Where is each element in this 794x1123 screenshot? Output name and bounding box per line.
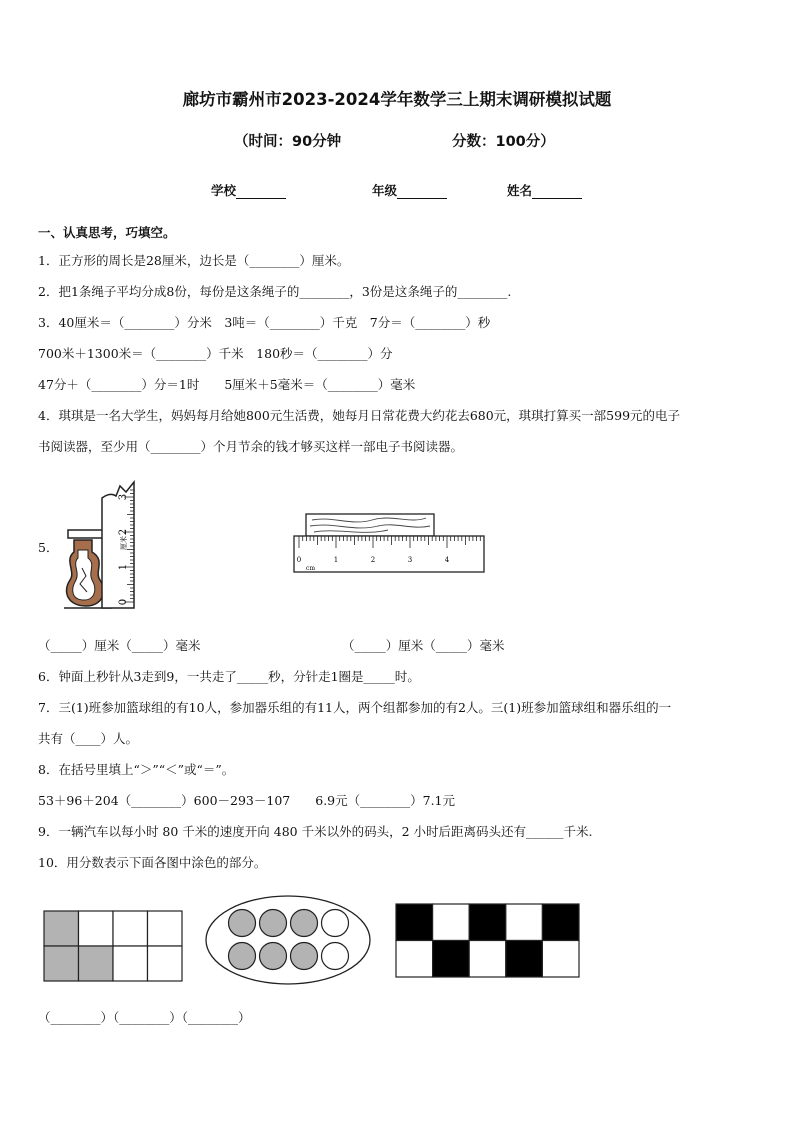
question-10: 10．用分数表示下面各图中涂色的部分。 — [38, 855, 267, 870]
grid1-cell — [79, 911, 114, 946]
grid3-cell — [506, 904, 543, 941]
grid3-cell — [433, 904, 470, 941]
oval-circle-shaded — [260, 910, 287, 937]
name-label: 姓名 — [507, 183, 533, 198]
oval-circle-shaded — [291, 910, 318, 937]
oval-outline — [206, 896, 370, 984]
question-5-label: 5． — [38, 540, 59, 555]
question-8-items: 53＋96＋204（________）600－293－107 6.9元（________）7.1元 — [38, 793, 456, 808]
grid3-cell-black — [469, 904, 506, 941]
exam-score: 分数：100分） — [452, 134, 555, 150]
grid1-cell-shaded — [44, 911, 79, 946]
grid3-cell — [542, 941, 579, 978]
name-blank[interactable] — [532, 184, 582, 199]
grid1-cell — [148, 911, 183, 946]
exam-time: （时间：90分钟 — [234, 134, 342, 150]
fraction-oval-figure-2 — [204, 894, 372, 986]
grid3-cell-black — [542, 904, 579, 941]
oval-circle-shaded — [229, 910, 256, 937]
question-8: 8．在括号里填上“＞”“＜”或“＝”。 — [38, 762, 235, 777]
grid3-cell — [469, 941, 506, 978]
school-field[interactable] — [211, 181, 286, 199]
oval-circle — [322, 943, 349, 970]
school-label: 学校 — [211, 183, 237, 198]
question-3-line-2: 700米＋1300米＝（________）千米 180秒＝（________）分 — [38, 346, 393, 361]
grid1-cell — [148, 946, 183, 981]
horizontal-ruler-label-2: 2 — [370, 556, 376, 564]
grid3-cell-black — [506, 941, 543, 978]
grid1-cell — [113, 946, 148, 981]
vertical-ruler-figure — [60, 468, 140, 616]
question-10-answers: （________）（________）（________） — [38, 1010, 251, 1025]
question-7-line-2: 共有（____）人。 — [38, 731, 139, 746]
question-5-answers-right: （_____）厘米（_____）毫米 — [342, 638, 505, 653]
question-7-line-1: 7．三(1)班参加篮球组的有10人，参加器乐组的有11人，两个组都参加的有2人。三(1)班参加篮球组和器乐组的一 — [38, 700, 672, 715]
question-4-line-2: 书阅读器，至少用（________）个月节余的钱才够买这样一部电子书阅读器。 — [38, 439, 464, 454]
page-title: 廊坊市霸州市2023-2024学年数学三上期末调研模拟试题 — [182, 90, 612, 109]
horizontal-ruler-unit: cm — [306, 565, 316, 572]
school-blank[interactable] — [236, 184, 286, 199]
question-3-line-1: 3．40厘米＝（________）分米 3吨＝（________）千克 7分＝（________）秒 — [38, 315, 491, 330]
question-5-answers-left: （_____）厘米（_____）毫米 — [38, 638, 201, 653]
grid1-cell — [113, 911, 148, 946]
grade-field[interactable] — [372, 181, 447, 199]
vertical-ruler-label-2: 2 — [118, 528, 129, 536]
horizontal-ruler-figure — [292, 512, 488, 574]
grade-label: 年级 — [372, 183, 398, 198]
oval-circle — [322, 910, 349, 937]
question-6: 6．钟面上秒针从3走到9，一共走了_____秒，分针走1圈是_____时。 — [38, 669, 420, 684]
question-3-line-3: 47分＋（________）分＝1时 5厘米＋5毫米＝（________）毫米 — [38, 377, 416, 392]
horizontal-ruler-label-4: 4 — [444, 556, 450, 564]
grid1-cell-shaded — [79, 946, 114, 981]
vertical-ruler-label-1: 1 — [118, 563, 129, 571]
vertical-ruler-unit: 厘米 — [120, 536, 128, 550]
fraction-grid-figure-1 — [43, 910, 183, 982]
oval-circle-shaded — [260, 943, 287, 970]
horizontal-ruler-label-1: 1 — [333, 556, 339, 564]
horizontal-ruler-label-0: 0 — [296, 556, 302, 564]
grid3-cell-black — [433, 941, 470, 978]
section-heading: 一、认真思考，巧填空。 — [38, 225, 176, 240]
grid1-cell-shaded — [44, 946, 79, 981]
question-1: 1．正方形的周长是28厘米，边长是（________）厘米。 — [38, 253, 350, 268]
question-4-line-1: 4．琪琪是一名大学生，妈妈每月给她800元生活费，她每月日常花费大约花去680元，琪琪打算买一部599元的电子 — [38, 408, 681, 423]
oval-circle-shaded — [229, 943, 256, 970]
question-9: 9．一辆汽车以每小时 80 千米的速度开向 480 千米以外的码头，2 小时后距离码头还有______千米. — [38, 824, 593, 839]
name-field[interactable] — [507, 181, 582, 199]
vertical-ruler-label-3: 3 — [118, 493, 129, 501]
oval-circle-shaded — [291, 943, 318, 970]
fraction-grid-figure-3 — [395, 903, 581, 979]
grid3-cell-black — [396, 904, 433, 941]
horizontal-ruler-label-3: 3 — [407, 556, 413, 564]
question-2: 2．把1条绳子平均分成8份，每份是这条绳子的________，3份是这条绳子的________. — [38, 284, 512, 299]
grid3-cell — [396, 941, 433, 978]
grade-blank[interactable] — [397, 184, 447, 199]
vertical-ruler-label-0: 0 — [118, 598, 129, 606]
